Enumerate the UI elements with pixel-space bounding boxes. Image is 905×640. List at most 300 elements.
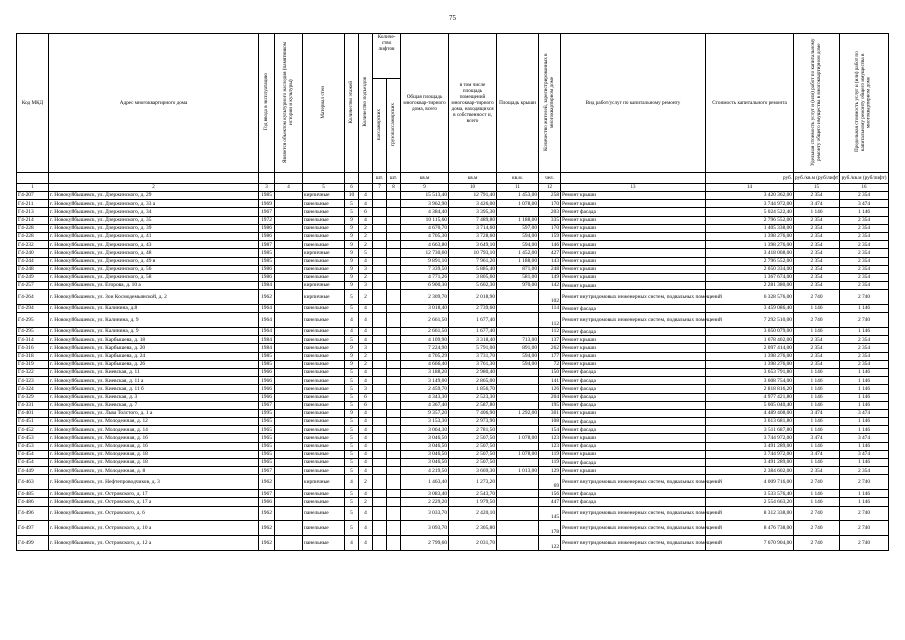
row-work-type: Ремонт крыши: [561, 224, 706, 232]
row-limit-cost: 2 740: [840, 290, 889, 305]
row-residents: 114: [539, 305, 561, 313]
row-cost: 4 977 421,80: [706, 393, 794, 401]
row-entrances: 4: [359, 192, 373, 200]
row-total-area: 4 343,30: [401, 393, 449, 401]
header-heritage-label: Является объектом культурного наследия (памятником истории и культуры): [281, 41, 294, 163]
row-wall-material: панельные: [303, 409, 345, 417]
row-cost: 3 744 972,00: [706, 434, 794, 442]
header-roof-area: [497, 34, 539, 173]
row-limit-cost: 2 354: [840, 265, 889, 273]
row-work-type: Ремонт фасада: [561, 368, 706, 376]
row-total-area: 10 115,60: [401, 216, 449, 224]
row-roof-area: [497, 506, 539, 521]
row-wall-material: панельные: [303, 273, 345, 281]
row-entrances: 4: [359, 257, 373, 265]
row-lifts-freight: [387, 305, 401, 313]
column-number-cell: 13: [561, 184, 706, 192]
row-wall-material: панельные: [303, 224, 345, 232]
row-wall-material: панельные: [303, 442, 345, 450]
row-heritage: [275, 368, 303, 376]
row-owned-area: 1 856,70: [449, 385, 497, 393]
row-entrances: 2: [359, 475, 373, 490]
row-address: г. Новокуйбышевск, ул. Дзержинского, д. 43: [49, 241, 259, 249]
row-unit-cost: 2 354: [794, 241, 840, 249]
header-work-type: [561, 34, 706, 173]
row-cost: 3 511 687,80: [706, 426, 794, 434]
row-wall-material: панельные: [303, 385, 345, 393]
row-entrances: 4: [359, 521, 373, 536]
table-row: [17, 377, 889, 385]
row-floors: 5: [345, 290, 359, 305]
row-limit-cost: 2 354: [840, 336, 889, 344]
row-owned-area: 2 587,80: [449, 401, 497, 409]
row-address: г. Новокуйбышевск, ул. Зои Космодемьянской, д. 2: [49, 290, 259, 305]
row-limit-cost: 1 146: [840, 442, 889, 450]
row-floors: 5: [345, 426, 359, 434]
column-number-cell: 15: [794, 184, 840, 192]
row-roof-area: 1 188,00: [497, 216, 539, 224]
row-roof-area: [497, 442, 539, 450]
row-total-area: 4 384,40: [401, 208, 449, 216]
row-owned-area: 5 885,40: [449, 265, 497, 273]
row-address: г. Новокуйбышевск, ул. Молодежная, д. 14: [49, 426, 259, 434]
table-row: [17, 232, 889, 240]
row-work-type: Ремонт крыши: [561, 467, 706, 475]
row-entrances: 4: [359, 459, 373, 467]
row-lifts-freight: [387, 273, 401, 281]
row-unit-cost: 2 354: [794, 257, 840, 265]
row-floors: 5: [345, 208, 359, 216]
row-year: 1964: [259, 328, 275, 336]
row-code: Г4-264: [17, 290, 49, 305]
row-unit-cost: 2 354: [794, 282, 840, 290]
row-heritage: [275, 521, 303, 536]
row-lifts-passenger: [373, 368, 387, 376]
row-work-type: Ремонт крыши: [561, 249, 706, 257]
row-limit-cost: 1 146: [840, 418, 889, 426]
row-entrances: 4: [359, 409, 373, 417]
row-wall-material: панельные: [303, 313, 345, 328]
row-lifts-freight: [387, 393, 401, 401]
row-owned-area: 1 273,20: [449, 475, 497, 490]
row-lifts-freight: [387, 426, 401, 434]
row-residents: 156: [539, 490, 561, 498]
row-total-area: 4 663,80: [401, 241, 449, 249]
row-total-area: 4 219,50: [401, 467, 449, 475]
row-unit-cost: 2 354: [794, 467, 840, 475]
row-roof-area: 1 078,00: [497, 434, 539, 442]
row-wall-material: панельные: [303, 377, 345, 385]
row-unit-cost: 2 354: [794, 249, 840, 257]
row-owned-area: 2 507,50: [449, 450, 497, 458]
row-work-type: Ремонт внутридомовых инженерных систем, подвальных помещений: [561, 506, 706, 521]
row-heritage: [275, 467, 303, 475]
row-lifts-freight: [387, 336, 401, 344]
table-row: [17, 265, 889, 273]
row-code: Г4-257: [17, 282, 49, 290]
row-lifts-passenger: [373, 521, 387, 536]
row-address: г. Новокуйбышевск, ул. Дзержинского, д. 29: [49, 192, 259, 200]
header-limit-cost: [840, 34, 889, 173]
row-total-area: 4 705,29: [401, 352, 449, 360]
unit-cell: кв.м.: [497, 173, 539, 184]
row-wall-material: кирпичные: [303, 475, 345, 490]
row-address: г. Новокуйбышевск, ул. Карбышева, д. 18: [49, 336, 259, 344]
row-work-type: Ремонт фасада: [561, 377, 706, 385]
row-address: г. Новокуйбышевск, ул. Дзержинского, д. 48: [49, 249, 259, 257]
row-lifts-freight: [387, 216, 401, 224]
table-row: [17, 434, 889, 442]
column-number-cell: 6: [345, 184, 359, 192]
row-total-area: 3 188,20: [401, 368, 449, 376]
row-year: 1985: [259, 360, 275, 368]
row-wall-material: панельные: [303, 368, 345, 376]
row-roof-area: [497, 385, 539, 393]
row-heritage: [275, 273, 303, 281]
header-cost: [706, 34, 794, 173]
row-limit-cost: 2 354: [840, 224, 889, 232]
row-code: Г4-401: [17, 409, 49, 417]
header-address: [49, 34, 259, 173]
row-owned-area: 1 677,40: [449, 328, 497, 336]
row-code: Г4-463: [17, 475, 49, 490]
row-heritage: [275, 290, 303, 305]
row-residents: 112: [539, 328, 561, 336]
row-unit-cost: 2 740: [794, 521, 840, 536]
row-cost: 7 670 904,00: [706, 536, 794, 551]
table-row: [17, 290, 889, 305]
row-unit-cost: 1 146: [794, 498, 840, 506]
row-limit-cost: 2 354: [840, 273, 889, 281]
table-row: [17, 241, 889, 249]
row-year: 1962: [259, 475, 275, 490]
row-residents: 72: [539, 360, 561, 368]
row-total-area: 3 093,70: [401, 521, 449, 536]
row-floors: 9: [345, 352, 359, 360]
row-work-type: Ремонт фасада: [561, 328, 706, 336]
table-row: [17, 521, 889, 536]
row-lifts-freight: [387, 459, 401, 467]
row-entrances: 4: [359, 216, 373, 224]
row-residents: 203: [539, 208, 561, 216]
row-limit-cost: 2 740: [840, 313, 889, 328]
row-residents: 129: [539, 467, 561, 475]
row-address: г. Новокуйбышевск, ул. Нефтепроводчиков, д. 3: [49, 475, 259, 490]
row-work-type: Ремонт внутридомовых инженерных систем, подвальных помещений: [561, 290, 706, 305]
row-lifts-passenger: [373, 475, 387, 490]
row-wall-material: панельные: [303, 241, 345, 249]
row-floors: 5: [345, 385, 359, 393]
row-lifts-passenger: [373, 290, 387, 305]
row-year: 1965: [259, 442, 275, 450]
row-residents: 154: [539, 426, 561, 434]
row-unit-cost: 1 146: [794, 393, 840, 401]
row-year: 1995: [259, 409, 275, 417]
table-row: [17, 360, 889, 368]
row-roof-area: [497, 328, 539, 336]
row-wall-material: панельные: [303, 328, 345, 336]
row-owned-area: 2 018,90: [449, 290, 497, 305]
row-address: г. Новокуйбышевск, ул. Киевская, д. 11 б: [49, 385, 259, 393]
row-floors: 10: [345, 192, 359, 200]
row-cost: 3 608 754,00: [706, 377, 794, 385]
row-owned-area: 2 973,90: [449, 418, 497, 426]
row-lifts-passenger: [373, 536, 387, 551]
row-lifts-freight: [387, 241, 401, 249]
unit-cell: руб./кв.м (руб/лифт): [840, 173, 889, 184]
row-lifts-freight: [387, 536, 401, 551]
row-entrances: 4: [359, 377, 373, 385]
row-total-area: 4 771,26: [401, 273, 449, 281]
row-address: г. Новокуйбышевск, ул. Киевская, д. 3: [49, 393, 259, 401]
column-numbers-row: [17, 184, 889, 192]
row-owned-area: 7 406,90: [449, 409, 497, 417]
row-code: Г4-249: [17, 273, 49, 281]
row-owned-area: 12 791,40: [449, 192, 497, 200]
row-residents: 258: [539, 192, 561, 200]
row-year: 1967: [259, 401, 275, 409]
table-row: [17, 200, 889, 208]
row-lifts-freight: [387, 467, 401, 475]
row-floors: 4: [345, 328, 359, 336]
row-limit-cost: 2 354: [840, 257, 889, 265]
row-address: г. Новокуйбышевск, ул. Молодежная, д. 8: [49, 467, 259, 475]
row-entrances: 4: [359, 418, 373, 426]
row-residents: 119: [539, 450, 561, 458]
row-residents: 150: [539, 368, 561, 376]
table-row: [17, 216, 889, 224]
row-code: Г4-486: [17, 498, 49, 506]
row-address: г. Новокуйбышевск, ул. Островского, д. 10 а: [49, 521, 259, 536]
row-total-area: 12 730,60: [401, 249, 449, 257]
row-address: г. Новокуйбышевск, ул. Дзержинского, д. 49 в: [49, 257, 259, 265]
header-work-type-label: Вид работ/услуг по капитальному ремонту: [585, 100, 681, 106]
row-work-type: Ремонт внутридомовых инженерных систем, подвальных помещений: [561, 536, 706, 551]
column-number-cell: 16: [840, 184, 889, 192]
row-limit-cost: 2 354: [840, 352, 889, 360]
row-total-area: 2 661,50: [401, 313, 449, 328]
row-work-type: Ремонт крыши: [561, 336, 706, 344]
row-cost: 1 398 276,00: [706, 360, 794, 368]
row-cost: 2 050 334,00: [706, 265, 794, 273]
row-roof-area: 594,00: [497, 232, 539, 240]
table-row: [17, 313, 889, 328]
row-year: 1984: [259, 344, 275, 352]
row-unit-cost: 3 474: [794, 450, 840, 458]
row-entrances: 4: [359, 426, 373, 434]
row-cost: 3 418 008,00: [706, 249, 794, 257]
row-year: 1965: [259, 459, 275, 467]
row-heritage: [275, 442, 303, 450]
row-code: Г4-232: [17, 241, 49, 249]
table-row: [17, 352, 889, 360]
row-work-type: Ремонт внутридомовых инженерных систем, подвальных помещений: [561, 313, 706, 328]
row-code: Г4-451: [17, 418, 49, 426]
row-entrances: 6: [359, 393, 373, 401]
row-residents: 123: [539, 434, 561, 442]
row-entrances: 4: [359, 536, 373, 551]
table-row: [17, 249, 889, 257]
row-cost: 2 097 414,00: [706, 344, 794, 352]
row-lifts-passenger: [373, 409, 387, 417]
row-heritage: [275, 344, 303, 352]
row-unit-cost: 2 354: [794, 344, 840, 352]
row-owned-area: 2 305,80: [449, 521, 497, 536]
row-unit-cost: 2 740: [794, 290, 840, 305]
row-floors: 9: [345, 257, 359, 265]
row-total-area: 9 891,10: [401, 257, 449, 265]
row-entrances: 4: [359, 506, 373, 521]
row-wall-material: панельные: [303, 521, 345, 536]
row-year: 1984: [259, 336, 275, 344]
header-cost-label: Стоимость капитального ремонта: [712, 100, 787, 106]
row-lifts-freight: [387, 265, 401, 273]
row-entrances: 2: [359, 290, 373, 305]
header-wall: [303, 34, 345, 173]
row-unit-cost: 2 740: [794, 536, 840, 551]
column-number-cell: 7: [373, 184, 387, 192]
row-year: 1966: [259, 385, 275, 393]
row-unit-cost: 1 146: [794, 401, 840, 409]
row-floors: 5: [345, 305, 359, 313]
table-row: [17, 282, 889, 290]
row-code: Г4-499: [17, 536, 49, 551]
row-entrances: 4: [359, 328, 373, 336]
row-entrances: 2: [359, 352, 373, 360]
row-roof-area: 594,00: [497, 360, 539, 368]
row-cost: 2 384 602,00: [706, 467, 794, 475]
row-floors: 5: [345, 506, 359, 521]
row-roof-area: [497, 521, 539, 536]
unit-cell: чел.: [539, 173, 561, 184]
row-year: 1962: [259, 536, 275, 551]
unit-cell: [561, 173, 706, 184]
column-number-cell: 12: [539, 184, 561, 192]
row-lifts-passenger: [373, 418, 387, 426]
row-floors: 4: [345, 536, 359, 551]
row-heritage: [275, 393, 303, 401]
row-unit-cost: 2 740: [794, 313, 840, 328]
row-total-area: 4 666,40: [401, 360, 449, 368]
row-roof-area: [497, 459, 539, 467]
row-year: 1969: [259, 200, 275, 208]
row-residents: 248: [539, 265, 561, 273]
row-lifts-passenger: [373, 265, 387, 273]
row-unit-cost: 2 354: [794, 336, 840, 344]
row-year: 1986: [259, 224, 275, 232]
row-owned-area: 3 728,60: [449, 232, 497, 240]
row-work-type: Ремонт крыши: [561, 216, 706, 224]
row-owned-area: 3 318,40: [449, 336, 497, 344]
unit-cell: кв.м: [449, 173, 497, 184]
row-cost: 3 420 362,00: [706, 192, 794, 200]
row-roof-area: [497, 498, 539, 506]
row-lifts-freight: [387, 257, 401, 265]
row-limit-cost: 1 146: [840, 401, 889, 409]
row-heritage: [275, 208, 303, 216]
row-roof-area: 713,00: [497, 336, 539, 344]
row-year: 1965: [259, 450, 275, 458]
row-wall-material: панельные: [303, 216, 345, 224]
row-floors: 9: [345, 344, 359, 352]
row-cost: 3 744 972,00: [706, 450, 794, 458]
row-roof-area: 891,00: [497, 344, 539, 352]
row-residents: 119: [539, 459, 561, 467]
row-work-type: Ремонт фасада: [561, 459, 706, 467]
row-heritage: [275, 401, 303, 409]
row-lifts-passenger: [373, 241, 387, 249]
row-roof-area: [497, 377, 539, 385]
row-heritage: [275, 498, 303, 506]
row-residents: 108: [539, 418, 561, 426]
row-limit-cost: 2 354: [840, 241, 889, 249]
row-roof-area: 1 292,00: [497, 409, 539, 417]
row-entrances: 4: [359, 200, 373, 208]
row-lifts-freight: [387, 282, 401, 290]
row-code: Г4-314: [17, 336, 49, 344]
row-work-type: Ремонт крыши: [561, 257, 706, 265]
row-residents: 195: [539, 401, 561, 409]
row-unit-cost: 2 740: [794, 475, 840, 490]
row-wall-material: панельные: [303, 360, 345, 368]
row-owned-area: 2 781,50: [449, 426, 497, 434]
row-owned-area: 3 731,70: [449, 352, 497, 360]
row-residents: 123: [539, 442, 561, 450]
row-floors: 5: [345, 434, 359, 442]
row-owned-area: 1 979,50: [449, 498, 497, 506]
row-work-type: Ремонт крыши: [561, 450, 706, 458]
row-work-type: Ремонт фасада: [561, 426, 706, 434]
row-unit-cost: 2 740: [794, 506, 840, 521]
row-heritage: [275, 360, 303, 368]
row-address: г. Новокуйбышевск, ул. Карбышева, д. 24: [49, 352, 259, 360]
row-wall-material: панельные: [303, 257, 345, 265]
unit-cell: кв.м: [401, 173, 449, 184]
row-lifts-passenger: [373, 216, 387, 224]
row-code: Г4-322: [17, 368, 49, 376]
row-heritage: [275, 475, 303, 490]
row-entrances: 2: [359, 232, 373, 240]
unit-cell: руб.: [706, 173, 794, 184]
row-entrances: 4: [359, 490, 373, 498]
table-row: [17, 257, 889, 265]
row-cost: 2 554 663,20: [706, 498, 794, 506]
row-work-type: Ремонт крыши: [561, 200, 706, 208]
row-address: г. Новокуйбышевск, ул. Калинина, д. 9: [49, 313, 259, 328]
row-floors: 5: [345, 498, 359, 506]
row-lifts-passenger: [373, 426, 387, 434]
row-unit-cost: 3 474: [794, 200, 840, 208]
row-total-area: 6 900,30: [401, 282, 449, 290]
row-floors: 9: [345, 224, 359, 232]
row-entrances: 3: [359, 344, 373, 352]
unit-cell: шт.: [373, 173, 387, 184]
row-code: Г4-449: [17, 467, 49, 475]
row-lifts-freight: [387, 450, 401, 458]
row-heritage: [275, 434, 303, 442]
row-residents: 142: [539, 282, 561, 290]
row-lifts-passenger: [373, 305, 387, 313]
row-total-area: 3 033,70: [401, 506, 449, 521]
units-row: [17, 173, 889, 184]
row-limit-cost: 1 146: [840, 459, 889, 467]
header-address-label: Адрес многоквартирного дома: [119, 100, 188, 106]
row-code: Г4-240: [17, 249, 49, 257]
row-cost: 3 491 289,00: [706, 459, 794, 467]
row-total-area: 3 083,40: [401, 490, 449, 498]
row-work-type: Ремонт крыши: [561, 352, 706, 360]
row-lifts-freight: [387, 385, 401, 393]
